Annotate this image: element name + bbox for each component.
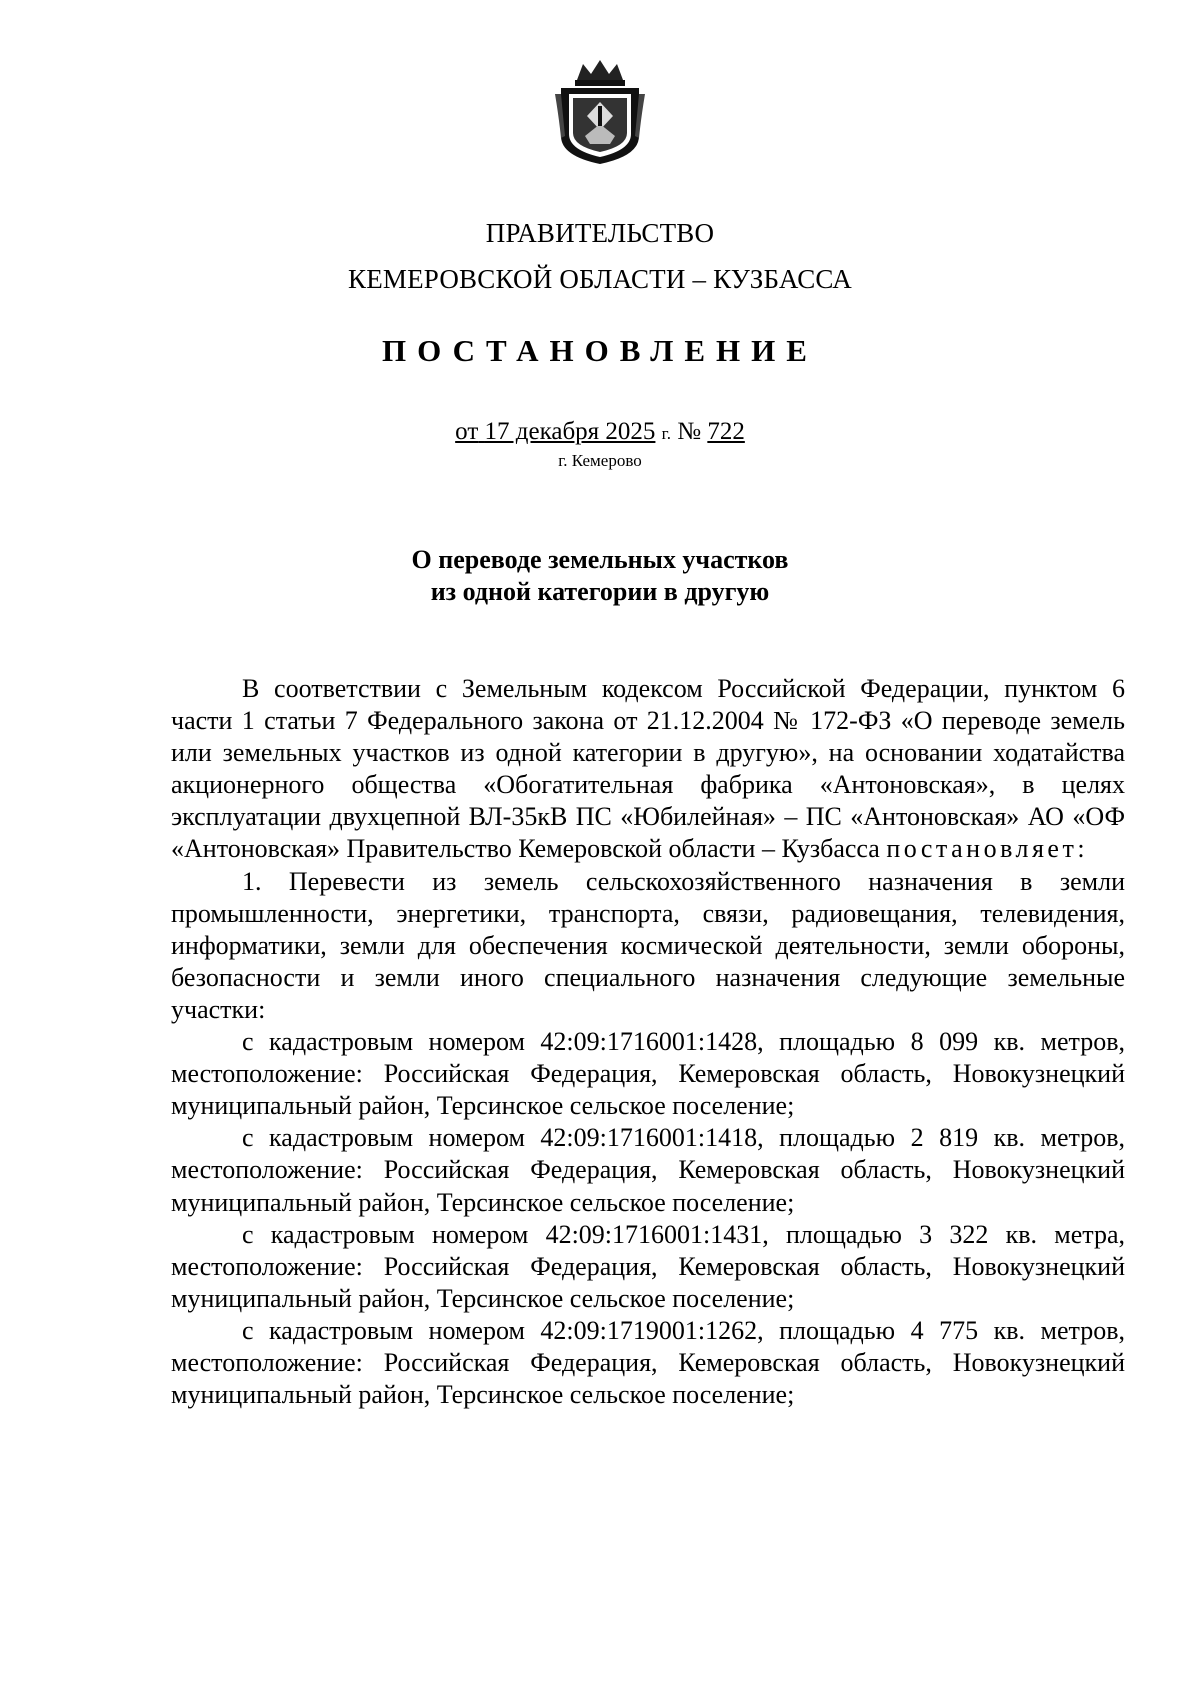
org-name-line2: КЕМЕРОВСКОЙ ОБЛАСТИ – КУЗБАССА <box>348 264 852 294</box>
parcel-item: с кадастровым номером 42:09:1716001:1428, площадью 8 099 кв. метров, местоположение: Российская Федерация, Кемеровская область, Новокузнецкий муниципальный район, Терсинское сельское поселение; <box>171 1027 1125 1121</box>
point-1-paragraph: 1. Перевести из земель сельскохозяйственного назначения в земли промышленности, энергетики, транспорта, связи, радиовещания, телевидения, информатики, земли для обеспечения космической деятельности, земли обороны, безопасности и земли иного специального назначения следующие земельные участки: <box>171 866 1125 1024</box>
document-number: 722 <box>707 418 745 445</box>
coat-of-arms-emblem <box>555 58 645 166</box>
date-number-line <box>0 418 1200 446</box>
preamble-paragraph <box>171 673 1125 866</box>
org-name-line1: ПРАВИТЕЛЬСТВО <box>485 218 715 248</box>
parcel-item: с кадастровым номером 42:09:1716001:1418, площадью 2 819 кв. метров, местоположение: Российская Федерация, Кемеровская область, Новокузнецкий муниципальный район, Терсинское сельское поселение; <box>171 1123 1125 1217</box>
document-body <box>171 673 1125 1411</box>
parcel-item: с кадастровым номером 42:09:1719001:1262, площадью 4 775 кв. метров, местоположение: Российская Федерация, Кемеровская область, Новокузнецкий муниципальный район, Терсинское сельское поселение; <box>171 1315 1125 1410</box>
parcel-item: с кадастровым номером 42:09:1716001:1431, площадью 3 322 кв. метра, местоположение: Российская Федерация, Кемеровская область, Новокузнецкий муниципальный район, Терсинское сельское поселение; <box>171 1219 1125 1313</box>
document-date: 17 декабря 2025 <box>484 418 656 445</box>
document-title-line1: О переводе земельных участков <box>411 545 789 574</box>
date-prefix: от <box>455 418 479 445</box>
resolves-word: постановляет: <box>886 834 1089 864</box>
number-prefix: № <box>677 418 702 445</box>
year-suffix: г. <box>661 424 671 443</box>
preamble-text: В соответствии с Земельным кодексом Российской Федерации, пунктом 6 части 1 статьи 7 Федерального закона от 21.12.2004 № 172-ФЗ «О переводе земель или земельных участков из одной категории в другую», на основании ходатайства акционерного общества «Обогатительная фабрика «Антоновская», в целях эксплуатации двухцепной ВЛ-35кВ ПС «Юбилейная» – ПС «Антоновская» АО «ОФ «Антоновская» Правительство Кемеровской области – Кузбасса <box>171 674 1125 864</box>
document-type-heading: ПОСТАНОВЛЕНИЕ <box>382 333 818 368</box>
document-title-line2: из одной категории в другую <box>430 577 770 606</box>
city-label: г. Кемерово <box>558 451 642 470</box>
